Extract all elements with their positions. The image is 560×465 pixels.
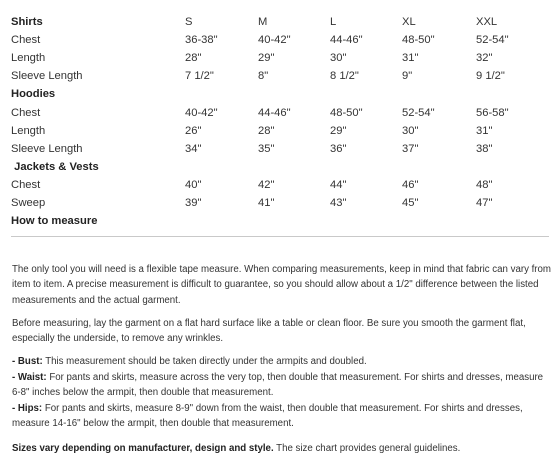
size-xl-header: XL xyxy=(402,16,416,28)
shirts-header-row xyxy=(0,13,560,31)
cell-value: 34" xyxy=(185,143,202,155)
cell-value: 30" xyxy=(330,52,347,64)
jackets-header-row xyxy=(0,158,560,176)
hips-text: For pants and skirts, measure 8-9" down from the waist, then double that measurement. For shirts and dresses, measure 14-16" below the armpit, then double that measurement. xyxy=(12,403,523,430)
jackets-sweep-row xyxy=(0,194,560,212)
row-label: Sleeve Length xyxy=(11,143,83,155)
row-label: Chest xyxy=(11,107,41,119)
jackets-section-title: Jackets & Vests xyxy=(11,161,99,173)
cell-value: 56-58" xyxy=(476,107,509,119)
hips-label: - Hips: xyxy=(12,403,43,414)
cell-value: 29" xyxy=(258,52,275,64)
before-measuring-paragraph: Before measuring, lay the garment on a flat hard surface like a table or clean floor. Be sure you smooth the garment flat, especially the underside, to remove any wrinkles. xyxy=(12,318,526,345)
footer-bold-text: Sizes vary depending on manufacturer, design and style. xyxy=(12,443,274,454)
bust-instruction xyxy=(12,354,552,369)
bust-text: This measurement should be taken directly under the armpits and doubled. xyxy=(42,356,367,367)
footer-note xyxy=(12,441,552,456)
hoodies-section-title: Hoodies xyxy=(11,88,56,100)
cell-value: 45" xyxy=(402,197,419,209)
cell-value: 36-38" xyxy=(185,34,218,46)
cell-value: 39" xyxy=(185,197,202,209)
shirts-section-title: Shirts xyxy=(11,16,43,28)
cell-value: 48-50" xyxy=(330,107,363,119)
row-label: Chest xyxy=(11,179,41,191)
cell-value: 30" xyxy=(402,125,419,137)
cell-value: 9 1/2" xyxy=(476,70,505,82)
cell-value: 52-54" xyxy=(402,107,435,119)
row-label: Sleeve Length xyxy=(11,70,83,82)
cell-value: 44-46" xyxy=(258,107,291,119)
cell-value: 41" xyxy=(258,197,275,209)
cell-value: 28" xyxy=(258,125,275,137)
cell-value: 48" xyxy=(476,179,493,191)
cell-value: 32" xyxy=(476,52,493,64)
size-s-header: S xyxy=(185,16,193,28)
size-l-header: L xyxy=(330,16,337,28)
cell-value: 28" xyxy=(185,52,202,64)
waist-text: For pants and skirts, measure across the very top, then double that measurement. For shirts and dresses, measure 6-8" inches below the armpit, then double that measurement. xyxy=(12,372,544,399)
cell-value: 40-42" xyxy=(258,34,291,46)
row-label: Sweep xyxy=(11,197,46,209)
cell-value: 37" xyxy=(402,143,419,155)
row-label: Length xyxy=(11,125,46,137)
cell-value: 52-54" xyxy=(476,34,509,46)
cell-value: 47" xyxy=(476,197,493,209)
cell-value: 46" xyxy=(402,179,419,191)
how-to-measure-row xyxy=(0,212,560,230)
cell-value: 8" xyxy=(258,70,269,82)
cell-value: 9" xyxy=(402,70,413,82)
how-to-measure-heading: How to measure xyxy=(11,215,98,227)
section-divider xyxy=(11,236,549,237)
cell-value: 29" xyxy=(330,125,347,137)
waist-instruction xyxy=(12,370,552,401)
hoodies-header-row xyxy=(0,85,560,103)
row-label: Length xyxy=(11,52,46,64)
footer-text: The size chart provides general guidelines. xyxy=(273,443,461,454)
shirts-sleeve-row xyxy=(0,67,560,85)
cell-value: 31" xyxy=(476,125,493,137)
cell-value: 44-46" xyxy=(330,34,363,46)
hoodies-chest-row xyxy=(0,104,560,122)
row-label: Chest xyxy=(11,34,41,46)
intro-paragraph: The only tool you will need is a flexible tape measure. When comparing measurements, keep in mind that fabric can vary from item to item. A precise measurement is difficult to guarantee, so you should allow about a 1/2" difference between the listed measurements and the actual garment. xyxy=(12,264,551,306)
shirts-chest-row xyxy=(0,31,560,49)
jackets-chest-row xyxy=(0,176,560,194)
cell-value: 36" xyxy=(330,143,347,155)
cell-value: 43" xyxy=(330,197,347,209)
size-xxl-header: XXL xyxy=(476,16,498,28)
hoodies-length-row xyxy=(0,122,560,140)
cell-value: 35" xyxy=(258,143,275,155)
cell-value: 40-42" xyxy=(185,107,218,119)
cell-value: 42" xyxy=(258,179,275,191)
cell-value: 44" xyxy=(330,179,347,191)
cell-value: 48-50" xyxy=(402,34,435,46)
cell-value: 40" xyxy=(185,179,202,191)
hoodies-sleeve-row xyxy=(0,140,560,158)
cell-value: 26" xyxy=(185,125,202,137)
bust-label: - Bust: xyxy=(12,356,43,367)
hips-instruction xyxy=(12,401,552,432)
cell-value: 8 1/2" xyxy=(330,70,359,82)
cell-value: 31" xyxy=(402,52,419,64)
waist-label: - Waist: xyxy=(12,372,47,383)
size-m-header: M xyxy=(258,16,268,28)
shirts-length-row xyxy=(0,49,560,67)
cell-value: 7 1/2" xyxy=(185,70,214,82)
cell-value: 38" xyxy=(476,143,493,155)
